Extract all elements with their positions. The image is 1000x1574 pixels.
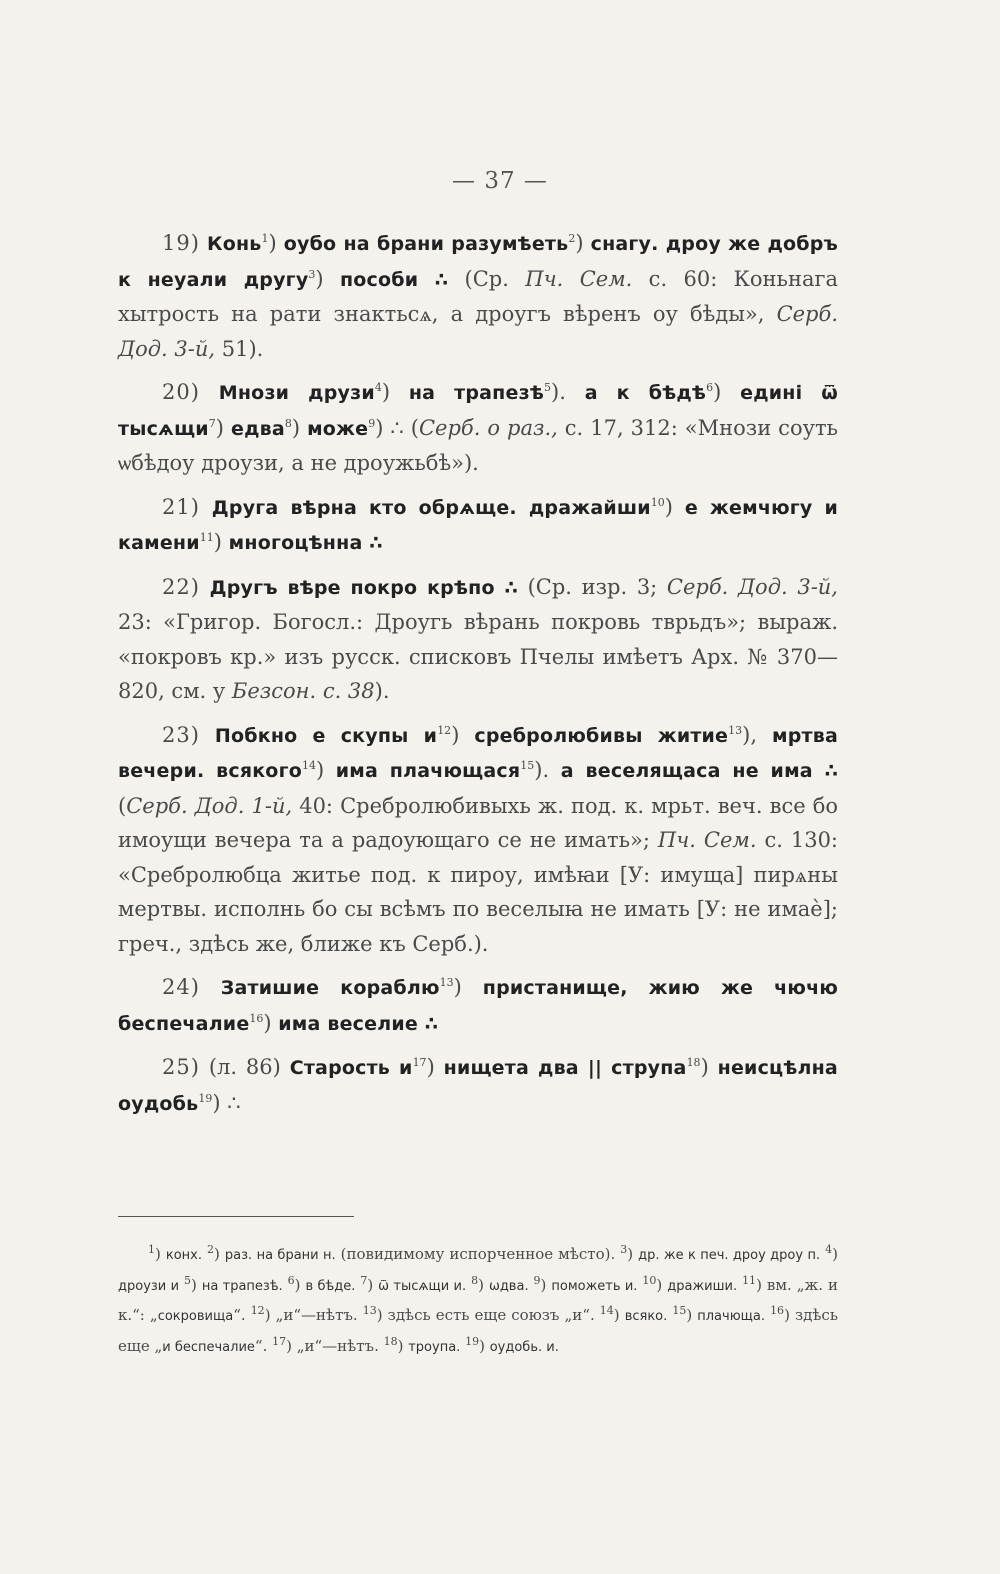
body-text-run: с. 130: «Сребролюбца житье под. к пироу, имѣꙗи [У: имуща] пирѧны мертвы. исполнь бо сы всѣмъ по веселыꙗ не имать [У: не имаѐ]; греч., здѣсь же, ближе къ Серб.). bbox=[118, 828, 839, 956]
footnote-ref: 6 bbox=[706, 381, 714, 394]
body-text-run: ) bbox=[426, 1055, 444, 1079]
body-text-run: ) bbox=[540, 1275, 552, 1294]
body-text-run: ) bbox=[315, 266, 340, 291]
body-text-run: ) здѣсь еще „ bbox=[118, 1306, 838, 1355]
body-text-run: ) bbox=[832, 1245, 838, 1263]
footnote-ref: 8 bbox=[284, 416, 292, 430]
italic-reference: Пч. Сем. bbox=[525, 266, 633, 291]
footnote-ref: 18 bbox=[686, 1056, 701, 1069]
body-text-run: ) bbox=[686, 1306, 698, 1324]
footnote-ref: 19 bbox=[465, 1334, 480, 1348]
church-slavonic-text: всяко. bbox=[624, 1309, 668, 1324]
church-slavonic-text: на трапезѣ bbox=[408, 382, 545, 404]
body-text-run: ) ∴ ( bbox=[375, 415, 419, 440]
proverb-paragraph bbox=[118, 375, 838, 481]
footnote-ref: 16 bbox=[249, 1011, 264, 1025]
church-slavonic-text: оудобь. и. bbox=[489, 1339, 559, 1355]
church-slavonic-text: дражиши. bbox=[667, 1278, 738, 1294]
proverb-number: 23) bbox=[162, 722, 200, 747]
body-text-run: (Ср. bbox=[448, 266, 526, 291]
body-text bbox=[118, 226, 838, 1130]
church-slavonic-text: конх. bbox=[165, 1248, 203, 1263]
proverb-paragraph bbox=[118, 490, 838, 561]
footnote-ref: 4 bbox=[374, 381, 382, 394]
church-slavonic-text: раз. на брани н. bbox=[224, 1248, 336, 1263]
body-text-run: ). bbox=[534, 758, 561, 782]
church-slavonic-text: в бѣде. bbox=[305, 1278, 356, 1294]
church-slavonic-text: пособи ∴ bbox=[339, 268, 449, 291]
body-text-run: “. bbox=[254, 1336, 273, 1355]
church-slavonic-text: Затишие кораблю bbox=[220, 977, 440, 999]
body-text-run: 23: «Григор. Богосл.: Дроугь вѣрань покровь тврьдъ»; выраж. «покровъ кр.» изъ русск. списковъ Пчелы имѣетъ Арх. № 370—820, см. у bbox=[118, 610, 838, 703]
footnote-ref: 14 bbox=[599, 1304, 614, 1317]
body-text-run: ) bbox=[700, 1055, 718, 1079]
footnote-ref: 5 bbox=[544, 381, 552, 394]
church-slavonic-text: има веселие ∴ bbox=[278, 1012, 439, 1035]
church-slavonic-text: снагу. дроу же добръ к неуали другу bbox=[118, 233, 838, 291]
footnote-ref: 10 bbox=[642, 1273, 657, 1287]
church-slavonic-text: а веселящаса не има ∴ bbox=[560, 760, 839, 782]
body-text-run: ) bbox=[191, 1275, 202, 1294]
church-slavonic-text: и беспечалие bbox=[162, 1339, 255, 1355]
church-slavonic-text: многоцѣнна ∴ bbox=[228, 532, 383, 554]
footnote-ref: 11 bbox=[199, 531, 214, 544]
church-slavonic-text: др. же к печ. дроу дроу п. bbox=[638, 1248, 821, 1263]
footnote-rule bbox=[118, 1216, 354, 1217]
body-text-run: ) bbox=[263, 1010, 279, 1035]
proverb-paragraph bbox=[118, 1050, 838, 1121]
footnote-ref: 15 bbox=[520, 759, 535, 772]
body-text-run: ). bbox=[374, 679, 390, 703]
body-text-run: ) bbox=[268, 231, 284, 255]
church-slavonic-text: може bbox=[307, 417, 369, 440]
church-slavonic-text: на трапезѣ. bbox=[201, 1278, 283, 1294]
italic-reference: Пч. Сем. bbox=[657, 828, 757, 852]
italic-reference: Серб. Дод. 3-й, bbox=[666, 574, 838, 599]
body-text-run: ) bbox=[381, 380, 409, 404]
church-slavonic-text: е жемчюгу и камени bbox=[118, 496, 838, 554]
body-text-run: ) bbox=[575, 231, 591, 255]
body-text-run: ) bbox=[294, 1275, 306, 1294]
body-text-run: (л. 86) bbox=[208, 1055, 290, 1079]
church-slavonic-text: едва bbox=[230, 417, 285, 440]
church-slavonic-text: Конь bbox=[206, 233, 262, 255]
body-text-run: ) bbox=[213, 530, 229, 554]
italic-reference: Безсон. с. 38 bbox=[231, 679, 375, 703]
body-text-run: ) bbox=[155, 1245, 166, 1263]
church-slavonic-text: пристанище, жию же чючю беспечалие bbox=[118, 977, 838, 1035]
body-text-run: с. 60: Коньнага хытрость на рати знактьсѧ, а дроугъ вѣренъ оу бѣды», bbox=[118, 266, 839, 326]
body-text-run: ) bbox=[451, 722, 475, 747]
body-text-run: ) bbox=[478, 1275, 489, 1294]
footnote-ref: 12 bbox=[250, 1304, 265, 1317]
footnote-ref: 3 bbox=[620, 1243, 628, 1256]
church-slavonic-text: троупа. bbox=[408, 1339, 461, 1355]
footnote-ref: 13 bbox=[439, 976, 454, 989]
body-text-run: ) bbox=[367, 1275, 379, 1294]
footnote-ref: 1 bbox=[148, 1243, 155, 1256]
footnote-ref: 17 bbox=[272, 1334, 287, 1348]
body-text-run: ) bbox=[479, 1336, 490, 1355]
body-text-run: (повидимому испорченное мѣсто). bbox=[335, 1245, 621, 1263]
proverb-number: 25) bbox=[162, 1055, 200, 1079]
footnote-ref: 12 bbox=[437, 723, 452, 737]
footnote-ref: 15 bbox=[672, 1304, 687, 1317]
footnote-ref: 9 bbox=[533, 1273, 541, 1287]
body-text-run: 51). bbox=[215, 336, 264, 361]
proverb-paragraph bbox=[118, 718, 838, 962]
church-slavonic-text: има плачющася bbox=[335, 760, 521, 782]
footnote-ref: 19 bbox=[198, 1091, 213, 1105]
church-slavonic-text: дроузи и bbox=[118, 1278, 180, 1294]
church-slavonic-text: едині ѿ тысѧщи bbox=[118, 382, 838, 440]
body-text-run: ), bbox=[742, 722, 772, 747]
proverb-paragraph bbox=[118, 970, 838, 1041]
church-slavonic-text: Друга вѣрна кто обрѧще. дражайши bbox=[211, 496, 651, 519]
church-slavonic-text: Мнози друзи bbox=[218, 382, 375, 404]
body-text-run: ) bbox=[215, 415, 231, 440]
church-slavonic-text: сокровища bbox=[157, 1309, 234, 1324]
proverb-number: 24) bbox=[162, 975, 200, 999]
footnote-ref: 2 bbox=[568, 232, 576, 245]
body-text-run: ) „и“—нѣтъ. bbox=[286, 1336, 384, 1355]
church-slavonic-text: Побкно е скупы и bbox=[214, 724, 438, 747]
footnote-ref: 6 bbox=[287, 1273, 295, 1287]
italic-reference: Серб. Дод. 3-й, bbox=[118, 302, 838, 361]
proverb-number: 20) bbox=[162, 380, 200, 404]
body-text-run: ) bbox=[656, 1275, 668, 1294]
footnote-ref: 11 bbox=[742, 1273, 757, 1287]
footnote-ref: 2 bbox=[207, 1243, 215, 1256]
church-slavonic-text: поможеть и. bbox=[551, 1278, 638, 1294]
body-text-run: с. 17, 312: «Мнози соуть ѡбѣдоу дроузи, а не дроужьбѣ»). bbox=[118, 415, 838, 475]
church-slavonic-text: нищета два || струпа bbox=[443, 1057, 687, 1079]
body-text-run: 40: Сребролюбивыхь ж. под. к. мрьт. веч. все бо имоущи вечера та а радоующаго се не имать»; bbox=[118, 793, 838, 852]
body-text-run: ) bbox=[713, 380, 741, 404]
footnote-ref: 16 bbox=[770, 1304, 785, 1317]
church-slavonic-text: ѡдва. bbox=[488, 1278, 529, 1294]
church-slavonic-text: Старость и bbox=[289, 1057, 413, 1079]
italic-reference: Серб. Дод. 1-й, bbox=[126, 793, 293, 818]
church-slavonic-text: ѿ тысѧщи и. bbox=[378, 1278, 467, 1294]
footnote-ref: 18 bbox=[383, 1334, 398, 1348]
footnote-ref: 14 bbox=[301, 759, 316, 772]
italic-reference: Серб. о раз., bbox=[418, 415, 558, 440]
church-slavonic-text: а к бѣдѣ bbox=[584, 382, 707, 404]
church-slavonic-text: неисцѣлна оудобь bbox=[118, 1057, 838, 1115]
body-text-run: ( bbox=[118, 793, 127, 818]
body-text-run: ) bbox=[627, 1245, 639, 1263]
proverb-number: 21) bbox=[162, 494, 200, 519]
proverb-number: 22) bbox=[162, 574, 200, 599]
body-text-run: ) bbox=[214, 1245, 225, 1263]
body-text-run: ). bbox=[551, 380, 585, 404]
footnote-ref: 1 bbox=[261, 232, 269, 245]
body-text-run: ) здѣсь есть еще союзъ „и“. bbox=[376, 1306, 600, 1324]
footnote-ref: 5 bbox=[184, 1273, 191, 1287]
footnote-ref: 9 bbox=[368, 416, 376, 430]
footnote-ref: 13 bbox=[362, 1304, 377, 1317]
body-text-run: ) bbox=[291, 415, 308, 440]
proverb-number: 19) bbox=[162, 231, 200, 255]
footnote-ref: 4 bbox=[825, 1243, 833, 1256]
body-text-run: ) bbox=[664, 494, 685, 519]
body-text-run: (Ср. изр. 3; bbox=[517, 574, 667, 599]
body-text-run: ) bbox=[453, 975, 483, 999]
footnote-ref: 7 bbox=[360, 1273, 368, 1287]
body-text-run: “. bbox=[233, 1306, 251, 1324]
body-text-run: ) ∴ bbox=[212, 1090, 241, 1115]
proverb-paragraph bbox=[118, 570, 838, 709]
body-text-run: ) bbox=[315, 758, 336, 782]
footnote-ref: 13 bbox=[728, 723, 743, 737]
church-slavonic-text: плачюща. bbox=[697, 1309, 765, 1324]
church-slavonic-text: мртва вечери. всякого bbox=[118, 724, 838, 782]
church-slavonic-text: оубо на брани разумѣеть bbox=[283, 233, 569, 255]
footnote-ref: 17 bbox=[412, 1056, 427, 1069]
proverb-paragraph bbox=[118, 226, 838, 366]
body-text-run: ) bbox=[397, 1336, 409, 1355]
footnote-ref: 3 bbox=[308, 267, 316, 281]
footnote-ref: 8 bbox=[471, 1273, 479, 1287]
body-text-run: ) bbox=[613, 1306, 625, 1324]
footnotes bbox=[118, 1240, 838, 1362]
body-text-run: ) вм. „ж. и к.“: „ bbox=[118, 1275, 839, 1324]
church-slavonic-text: сребролюбивы житие bbox=[474, 724, 729, 747]
church-slavonic-text: Другъ вѣре покро крѣпо ∴ bbox=[209, 576, 518, 599]
page-number: — 37 — bbox=[452, 168, 548, 194]
footnote-ref: 7 bbox=[208, 416, 216, 430]
body-text-run: ) „и“—нѣтъ. bbox=[264, 1306, 363, 1324]
footnote-ref: 10 bbox=[650, 495, 665, 509]
